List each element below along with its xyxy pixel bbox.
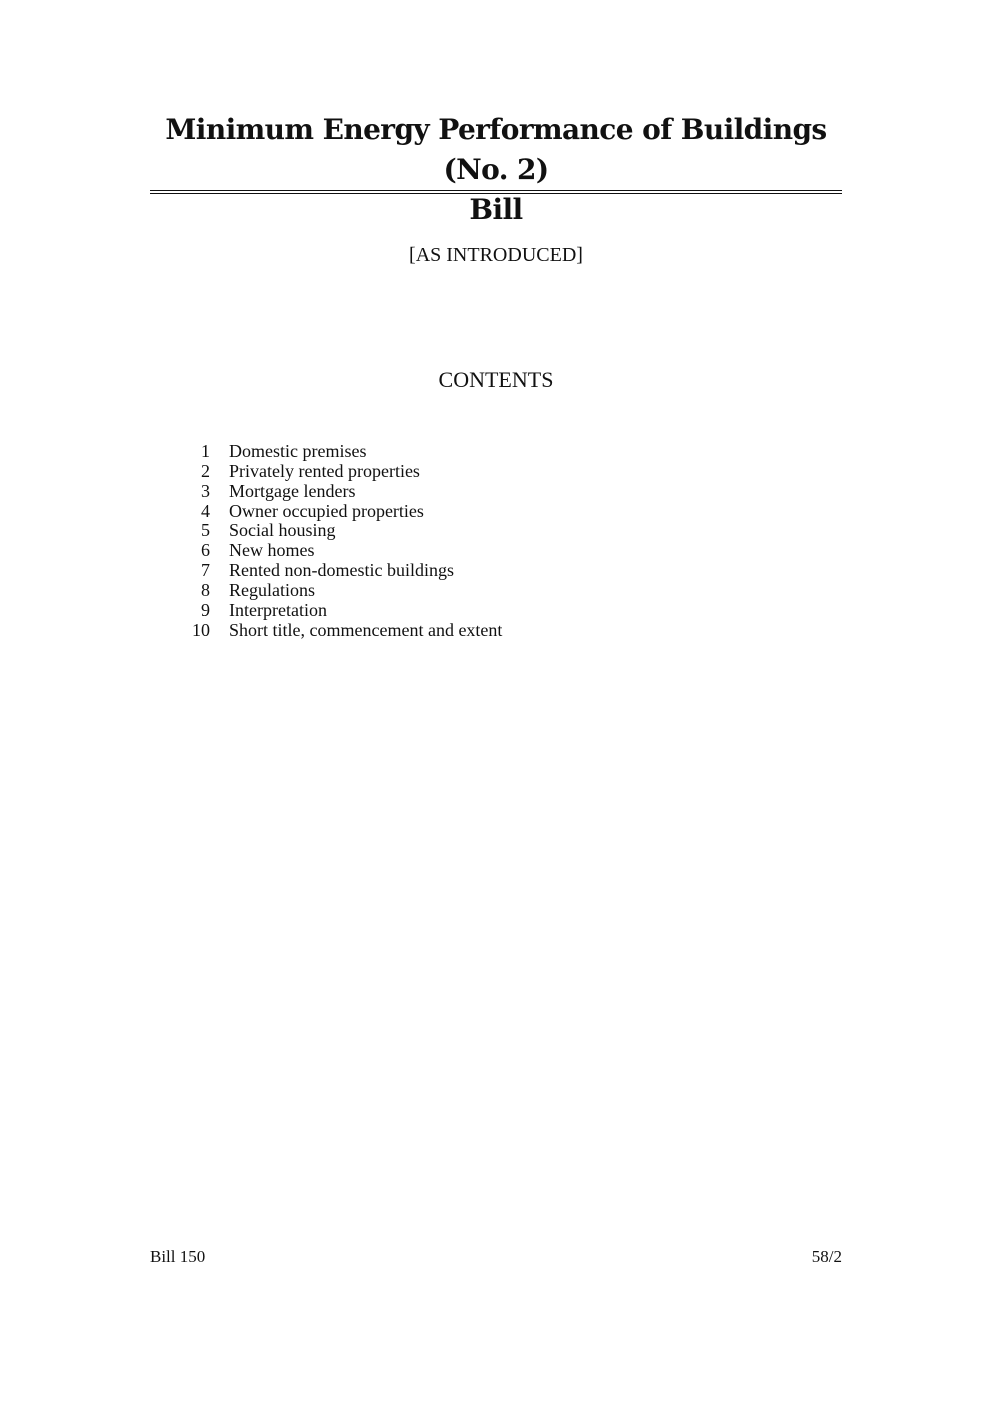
contents-item	[180, 462, 502, 482]
contents-item	[180, 442, 502, 462]
title-double-rule	[150, 190, 842, 194]
contents-item	[180, 502, 502, 522]
contents-item	[180, 621, 502, 641]
contents-item-label: New homes	[229, 540, 315, 561]
contents-item-number: 8	[201, 579, 210, 600]
contents-item	[180, 561, 502, 581]
bill-status: [AS INTRODUCED]	[409, 244, 583, 266]
contents-item-number: 2	[201, 460, 210, 481]
contents-heading: CONTENTS	[438, 367, 554, 392]
contents-item	[180, 521, 502, 541]
contents-item-label: Mortgage lenders	[229, 480, 356, 501]
bill-title	[150, 110, 842, 230]
contents-item-label: Rented non-domestic buildings	[229, 560, 454, 581]
contents-item	[180, 601, 502, 621]
session-reference: 58/2	[811, 1247, 842, 1266]
contents-item-label: Owner occupied properties	[229, 500, 424, 521]
contents-item-number: 1	[201, 441, 210, 461]
bill-title-line-2: Bill	[469, 193, 523, 226]
contents-item-label: Regulations	[229, 579, 315, 600]
bill-number: Bill 150	[150, 1247, 206, 1266]
contents-item-label: Interpretation	[229, 599, 327, 620]
bill-title-line-1: Minimum Energy Performance of Buildings (No. 2)	[165, 113, 827, 186]
contents-item-number: 4	[201, 500, 210, 521]
contents-item-number: 9	[201, 599, 210, 620]
contents-list	[180, 442, 502, 640]
contents-item	[180, 482, 502, 502]
contents-item-label: Domestic premises	[229, 441, 367, 461]
contents-item-number: 3	[201, 480, 210, 501]
contents-item	[180, 541, 502, 561]
contents-item-label: Social housing	[229, 520, 336, 541]
contents-item	[180, 581, 502, 601]
contents-item-label: Short title, commencement and extent	[229, 619, 503, 640]
contents-item-number: 10	[192, 619, 210, 640]
contents-item-number: 7	[201, 560, 210, 581]
contents-item-label: Privately rented properties	[229, 460, 420, 481]
contents-item-number: 6	[201, 540, 210, 561]
contents-item-number: 5	[201, 520, 210, 541]
